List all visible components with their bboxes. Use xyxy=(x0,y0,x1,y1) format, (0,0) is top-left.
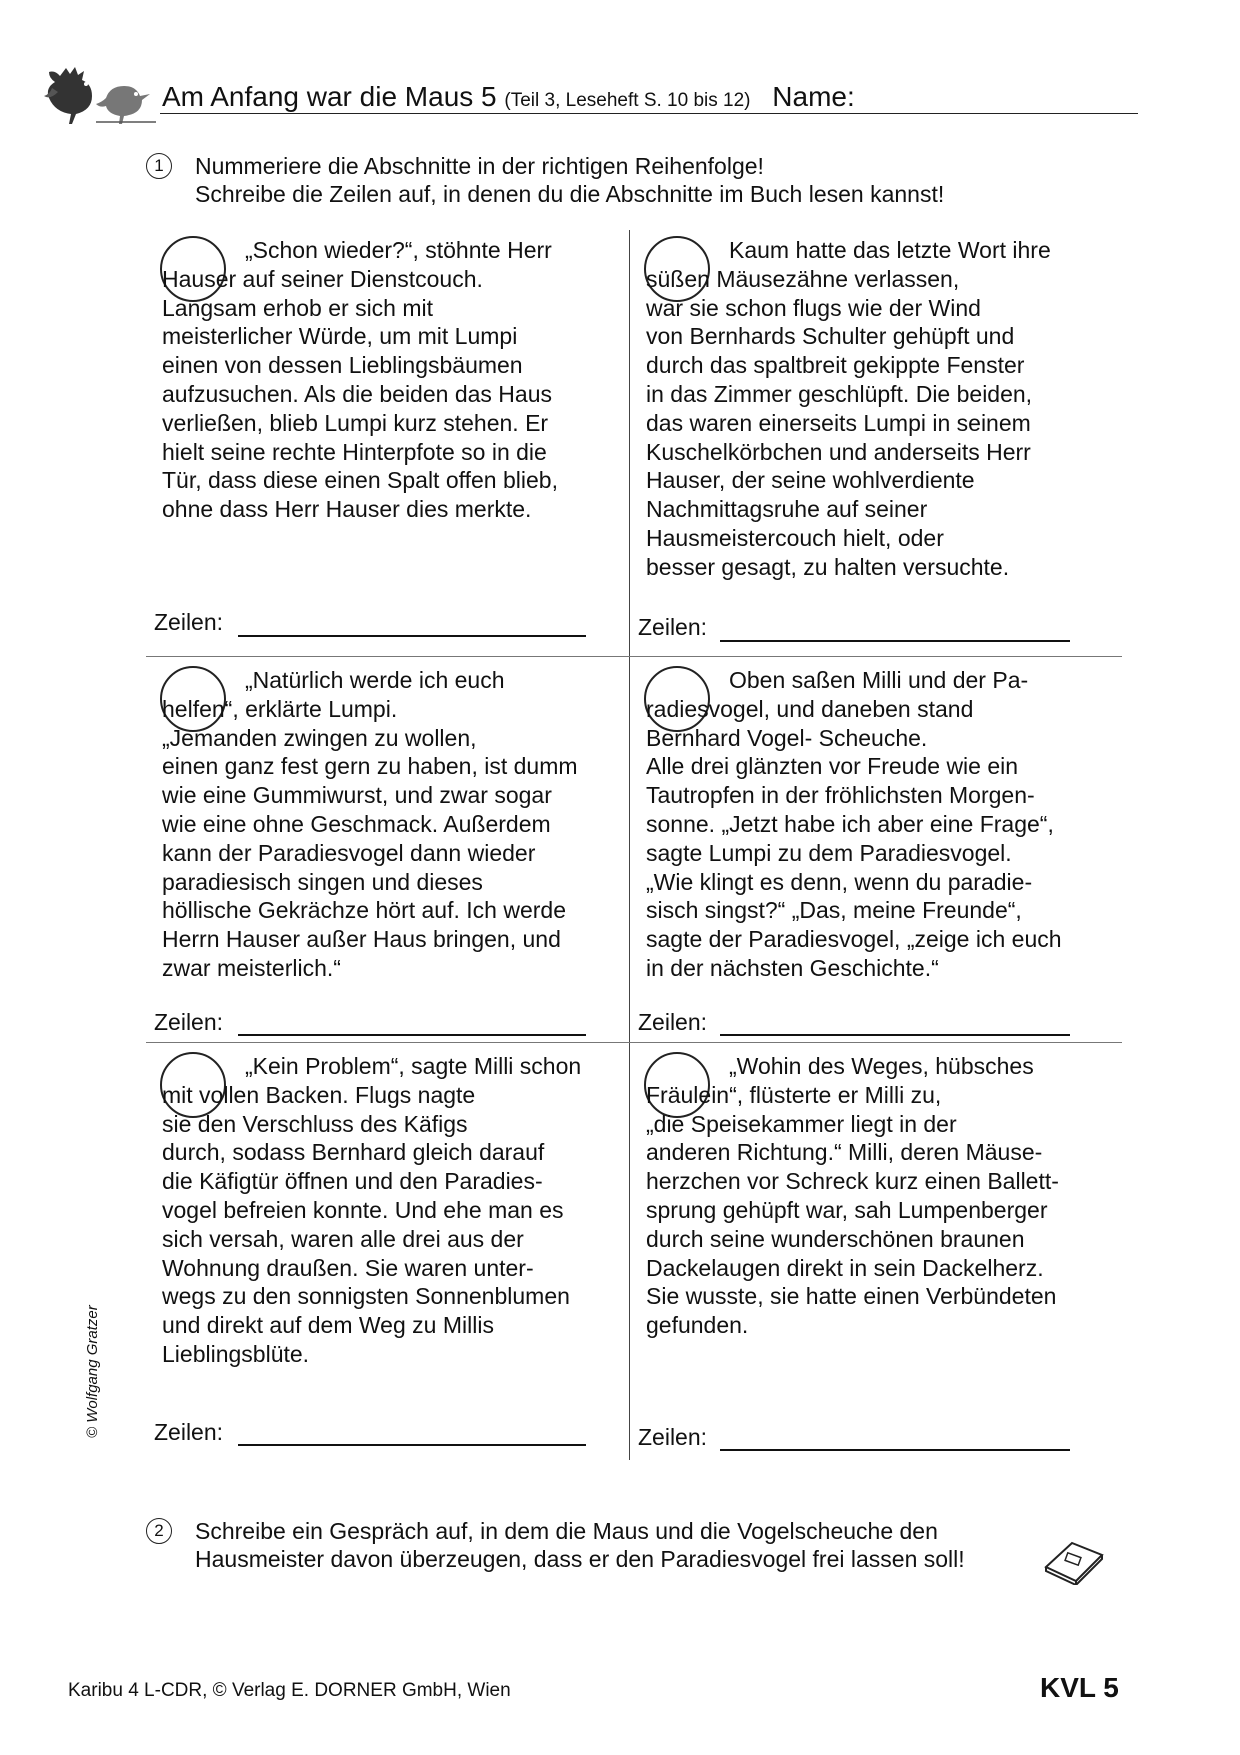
task-2-number: 2 xyxy=(146,1518,172,1544)
lines-answer-field[interactable] xyxy=(720,1034,1070,1036)
section-text: „Kein Problem“, sagte Milli schon mit vollen Backen. Flugs nagte sie den Verschluss des Käfigs durch, sodass Bernhard gleich darauf die Käfigtür öffnen und den Paradies- vogel befreien konnte. Und ehe man es sich versah, waren alle drei aus der Wohnung draußen. Sie waren unter- wegs zu den sonnigsten Sonnenblumen und direkt auf dem Weg zu Millis Lieblingsblüte. xyxy=(162,1053,582,1367)
section-text: „Natürlich werde ich euch helfen“, erklärte Lumpi. „Jemanden zwingen zu wollen, einen ganz fest gern zu haben, ist dumm wie eine Gummiwurst, und zwar sogar wie eine ohne Geschmack. Außerdem kann der Paradiesvogel dann wieder paradiesisch singen und dieses höllische Gekrächze hört auf. Ich werde Herrn Hauser außer Haus bringen, und zwar meisterlich.“ xyxy=(162,667,578,981)
lines-answer-field[interactable] xyxy=(720,640,1070,642)
lines-label: Zeilen: xyxy=(638,614,708,640)
row-divider-2 xyxy=(146,1042,1122,1043)
title-subtitle: (Teil 3, Leseheft S. 10 bis 12) xyxy=(504,90,751,111)
copyright-note: © Wolfgang Gratzer xyxy=(84,1305,101,1438)
lines-label: Zeilen: xyxy=(638,1424,708,1450)
task-2-text: Schreibe ein Gespräch auf, in dem die Maus und die Vogelscheuche den Hausmeister davon überzeugen, dass er den Paradiesvogel frei lassen soll! xyxy=(195,1518,965,1572)
lines-answer-field[interactable] xyxy=(238,1444,586,1446)
lines-label: Zeilen: xyxy=(638,1009,708,1035)
task-1-number: 1 xyxy=(146,153,172,179)
section-text: Kaum hatte das letzte Wort ihre süßen Mäusezähne verlassen, war sie schon flugs wie der Wind von Bernhards Schulter gehüpft und durch das spaltbreit gekippte Fenster in das Zimmer geschlüpft. Die beiden, das waren einerseits Lumpi in seinem Kuschelkörbchen und anderseits Herr Hauser, der seine wohlverdiente Nachmittagsruhe auf seiner Hausmeistercouch hielt, oder besser gesagt, zu halten versuchte. xyxy=(646,237,1051,580)
section-text: Oben saßen Milli und der Pa- radiesvogel, und daneben stand Bernhard Vogel- Scheuche. Alle drei glänzten vor Freude wie ein Tautropfen in der fröhlichsten Morgen- sonne. „Jetzt habe ich aber eine Frage“, sagte Lumpi zu dem Paradiesvogel. „Wie klingt es denn, wenn du paradie- sisch singst?“ „Das, meine Freunde“, sagte der Paradiesvogel, „zeige ich euch in der nächsten Geschichte.“ xyxy=(646,667,1062,981)
lines-answer-field[interactable] xyxy=(720,1449,1070,1451)
page-title xyxy=(162,80,855,118)
name-label: Name: xyxy=(772,81,855,112)
section-text: „Schon wieder?“, stöhnte Herr Hauser auf seiner Dienstcouch. Langsam erhob er sich mit meisterlicher Würde, um mit Lumpi einen von dessen Lieblingsbäumen aufzusuchen. Als die beiden das Haus verließen, blieb Lumpi kurz stehen. Er hielt seine rechte Hinterpfote so in die Tür, dass diese einen Spalt offen blieb, ohne dass Herr Hauser dies merkte. xyxy=(162,237,558,523)
footer-publisher: Karibu 4 L-CDR, © Verlag E. DORNER GmbH, Wien xyxy=(68,1680,511,1701)
task-1-text: Nummeriere die Abschnitte in der richtigen Reihenfolge! Schreibe die Zeilen auf, in denen du die Abschnitte im Buch lesen kannst! xyxy=(195,153,945,207)
section-text: „Wohin des Weges, hübsches Fräulein“, flüsterte er Milli zu, „die Speisekammer liegt in der anderen Richtung.“ Milli, deren Mäuse- herzchen vor Schreck kurz einen Ballett- sprung gehüpft war, sah Lumpenberger durch seine wunderschönen braunen Dackelaugen direkt in sein Dackelherz. Sie wusste, sie hatte einen Verbündeten gefunden. xyxy=(646,1053,1059,1339)
lines-answer-field[interactable] xyxy=(238,1034,586,1036)
lines-answer-field[interactable] xyxy=(238,635,586,637)
column-divider xyxy=(629,230,630,1460)
row-divider-1 xyxy=(146,656,1122,657)
notebook-icon xyxy=(1042,1537,1106,1585)
lines-label: Zeilen: xyxy=(154,609,224,635)
title-text: Am Anfang war die Maus 5 xyxy=(162,81,497,112)
lines-label: Zeilen: xyxy=(154,1009,224,1035)
footer-page-code: KVL 5 xyxy=(1040,1672,1119,1703)
birds-logo-icon xyxy=(40,62,158,128)
lines-label: Zeilen: xyxy=(154,1419,224,1445)
